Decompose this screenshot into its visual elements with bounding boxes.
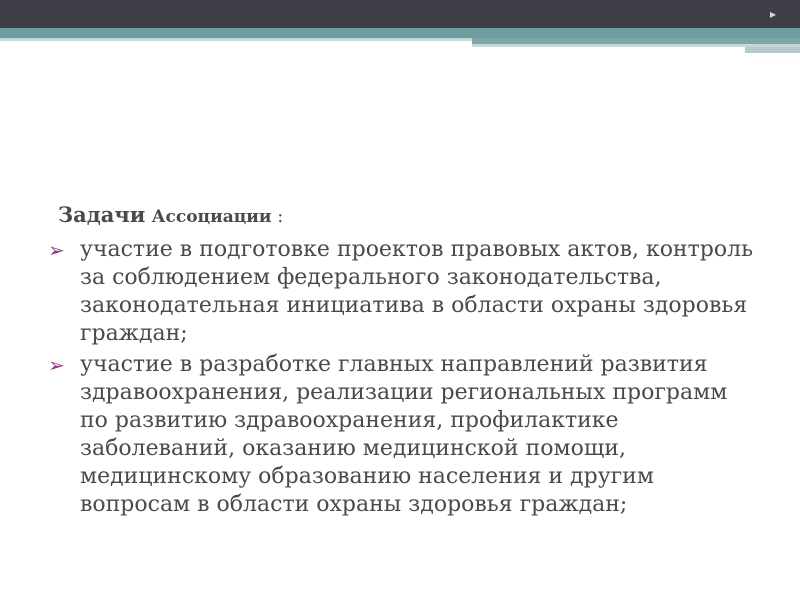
arrow-bullet-icon: ➢ <box>48 353 65 377</box>
arrow-bullet-icon: ➢ <box>48 238 65 262</box>
slide-content <box>38 200 758 522</box>
header-band-dark <box>0 0 800 28</box>
list-item-text: участие в разработке главных направлений развития здравоохранения, реализации региональных программ по развитию здравоохранения, профилактике заболеваний, оказанию медицинской помощи, медицинскому образованию населения и другим вопросам в области охраны здоровья граждан; <box>80 352 728 517</box>
heading-word-tasks: Задачи <box>58 202 146 227</box>
chevron-icon: ▸ <box>770 7 777 21</box>
heading-word-association: Ассоциации <box>151 207 272 227</box>
header-band-step-right <box>745 47 800 53</box>
task-list <box>38 236 758 519</box>
list-item-text: участие в подготовке проектов правовых актов, контроль за соблюдением федерального законодательства, законодательная инициатива в области охраны здоровья граждан; <box>80 237 754 346</box>
list-item <box>38 236 758 348</box>
slide-heading <box>58 200 758 232</box>
heading-colon: : <box>271 206 284 227</box>
header-band-teal <box>0 28 800 38</box>
list-item <box>38 351 758 519</box>
